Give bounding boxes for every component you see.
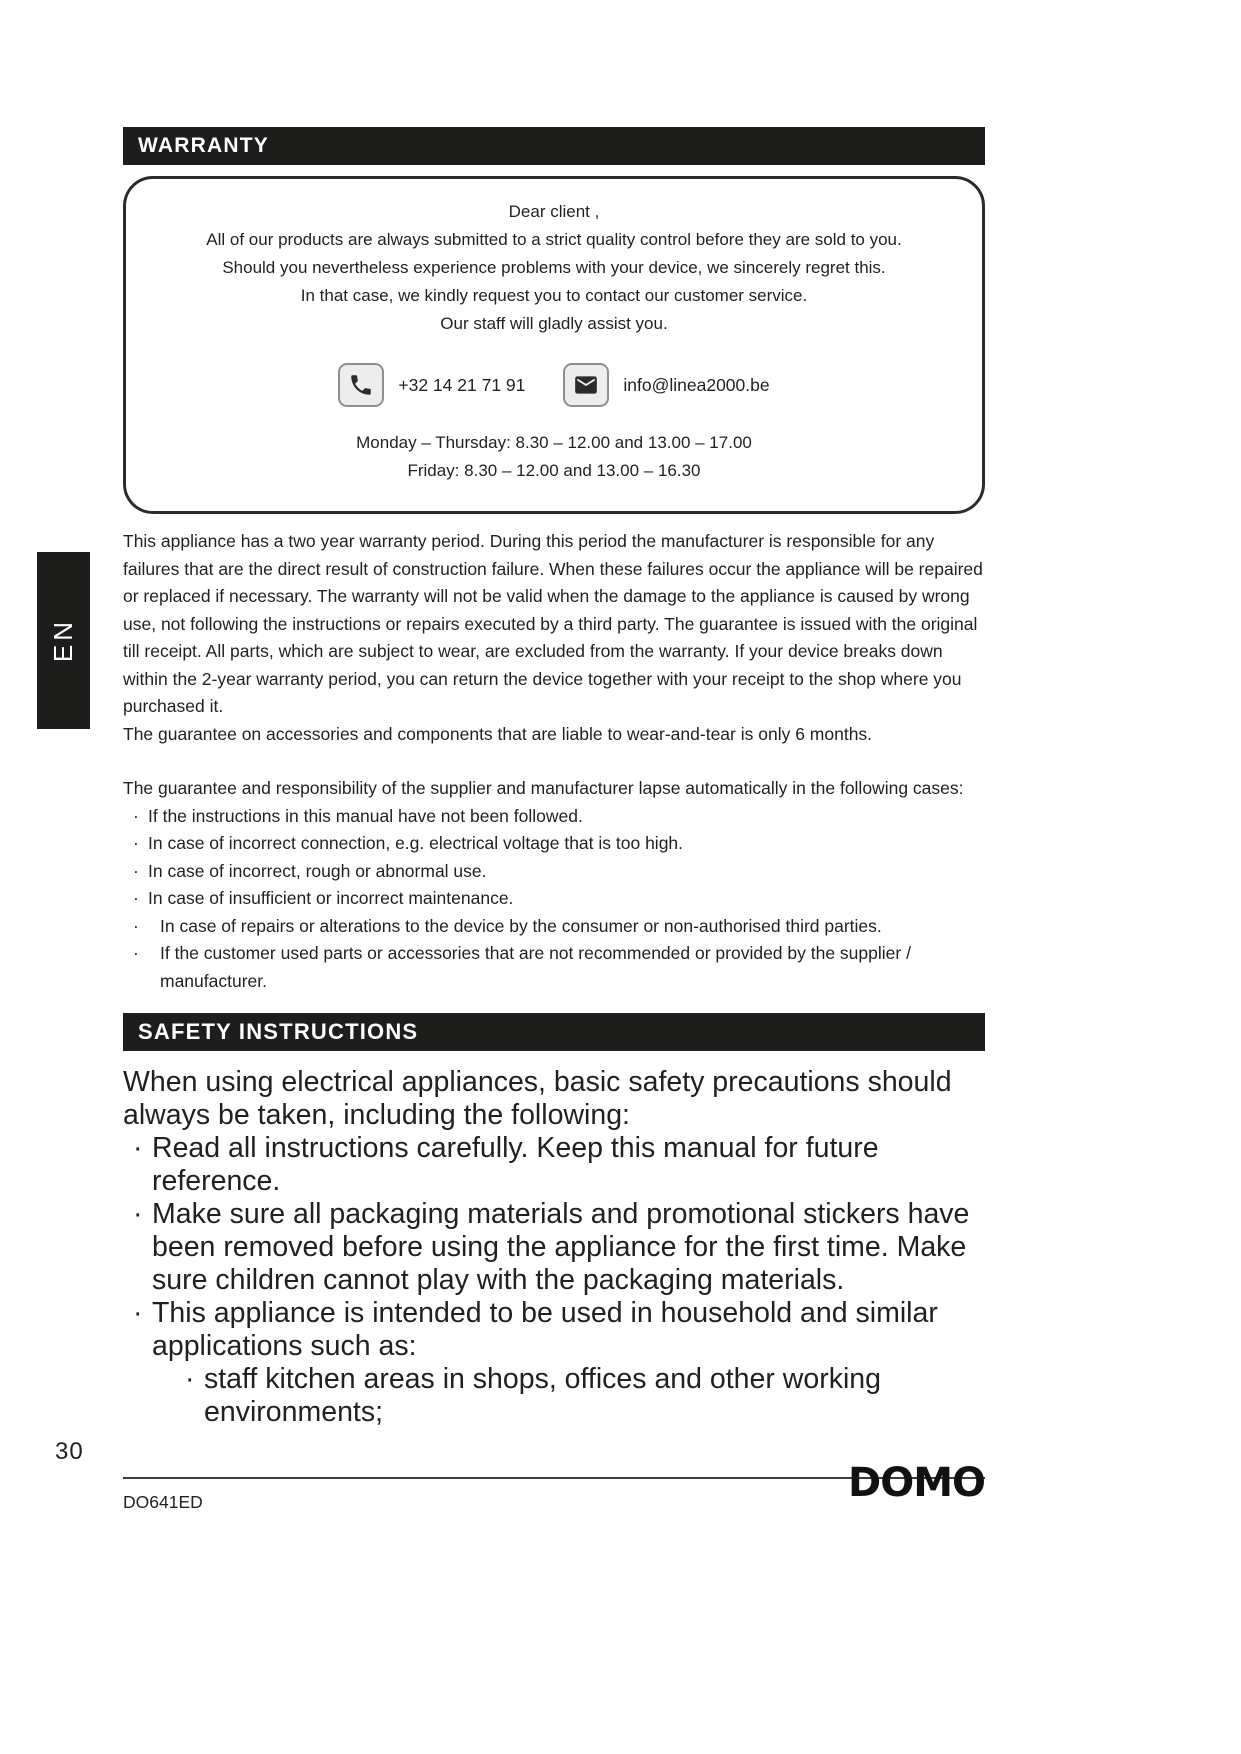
case-text: If the customer used parts or accessories that are not recommended or provided by the supplier / manufacturer. (160, 943, 911, 991)
list-item-sub (185, 1363, 985, 1429)
case-text: In case of repairs or alterations to the device by the consumer or non-authorised third parties. (160, 915, 882, 936)
safety-sub-text: staff kitchen areas in shops, offices and other working environments; (204, 1363, 882, 1428)
safety-list (133, 1132, 985, 1429)
bullet-marker: · (133, 805, 139, 826)
safety-text: Read all instructions carefully. Keep this manual for future reference. (152, 1132, 879, 1197)
page-number: 30 (55, 1438, 84, 1465)
model-number: DO641ED (123, 1492, 203, 1512)
bullet-marker: · (133, 1297, 143, 1329)
phone-icon (338, 363, 384, 407)
warranty-paragraph-main: This appliance has a two year warranty period. During this period the manufacturer is responsible for any failures that are the direct result of construction failure. When these failures occur the appliance will be repaired or replaced if necessary. The warranty will not be valid when the damage to the appliance is caused by wrong use, not following the instructions or repairs executed by a third party. The guarantee is issued with the original till receipt. All parts, which are subject to wear, are excluded from the warranty. If your device breaks down within the 2-year warranty period, you can return the device together with your receipt to the shop where you purchased it. (123, 531, 983, 716)
bullet-marker: · (133, 888, 139, 908)
bullet-marker: · (133, 943, 139, 963)
list-item (133, 858, 985, 886)
warranty-heading-label: WARRANTY (138, 134, 269, 157)
warranty-paragraph-accessories: The guarantee on accessories and components that are liable to wear-and-tear is only 6 months. (123, 723, 873, 744)
email-contact (563, 363, 769, 407)
box-line-dear-client: Dear client , (508, 202, 600, 221)
list-item (133, 1132, 985, 1198)
list-item (133, 1198, 985, 1297)
warranty-cases-list (133, 803, 985, 996)
opening-hours-weekdays: Monday – Thursday: 8.30 – 12.00 and 13.00 – 17.00 (356, 433, 752, 452)
bullet-marker: · (133, 1132, 143, 1164)
safety-text: This appliance is intended to be used in household and similar applications such as: (152, 1297, 938, 1362)
opening-hours-friday: Friday: 8.30 – 12.00 and 13.00 – 16.30 (407, 461, 701, 480)
box-line-staff: Our staff will gladly assist you. (440, 314, 668, 333)
warranty-heading (123, 127, 985, 165)
page-content (123, 127, 985, 1429)
box-line-problems: Should you nevertheless experience problems with your device, we sincerely regret this. (222, 258, 886, 277)
list-item (133, 940, 985, 995)
bullet-marker: · (185, 1363, 195, 1395)
list-item (133, 1297, 985, 1363)
brand-logo: DOMO (847, 1460, 985, 1506)
phone-contact (338, 363, 525, 407)
safety-heading-label: SAFETY INSTRUCTIONS (138, 1019, 419, 1044)
list-item (133, 885, 985, 913)
case-text: In case of incorrect, rough or abnormal use. (148, 860, 487, 881)
bullet-marker: · (133, 915, 139, 936)
case-text: In case of incorrect connection, e.g. electrical voltage that is too high. (148, 833, 684, 853)
list-item (133, 830, 985, 858)
list-item (133, 913, 985, 941)
warranty-paragraph-lapse: The guarantee and responsibility of the supplier and manufacturer lapse automatically in the following cases: (123, 778, 964, 798)
safety-intro: When using electrical appliances, basic safety precautions should always be taken, including the following: (123, 1066, 952, 1131)
contact-row (166, 363, 942, 407)
bullet-marker: · (133, 1198, 143, 1230)
email-icon (563, 363, 609, 407)
box-line-contact: In that case, we kindly request you to contact our customer service. (300, 286, 808, 305)
bullet-marker: · (133, 860, 139, 881)
language-tab-label: EN (48, 618, 78, 663)
customer-service-box (123, 176, 985, 514)
box-line-quality: All of our products are always submitted to a strict quality control before they are sold to you. (206, 230, 902, 249)
email-address: info@linea2000.be (623, 374, 770, 395)
language-tab (37, 552, 90, 729)
case-text: If the instructions in this manual have not been followed. (148, 805, 583, 826)
safety-heading (123, 1013, 985, 1051)
bullet-marker: · (133, 833, 139, 853)
case-text: In case of insufficient or incorrect maintenance. (148, 888, 514, 908)
list-item (133, 803, 985, 831)
safety-text: Make sure all packaging materials and promotional stickers have been removed before using the appliance for the first time. Make sure children cannot play with the packaging materials. (152, 1198, 970, 1296)
phone-number: +32 14 21 71 91 (398, 374, 526, 395)
